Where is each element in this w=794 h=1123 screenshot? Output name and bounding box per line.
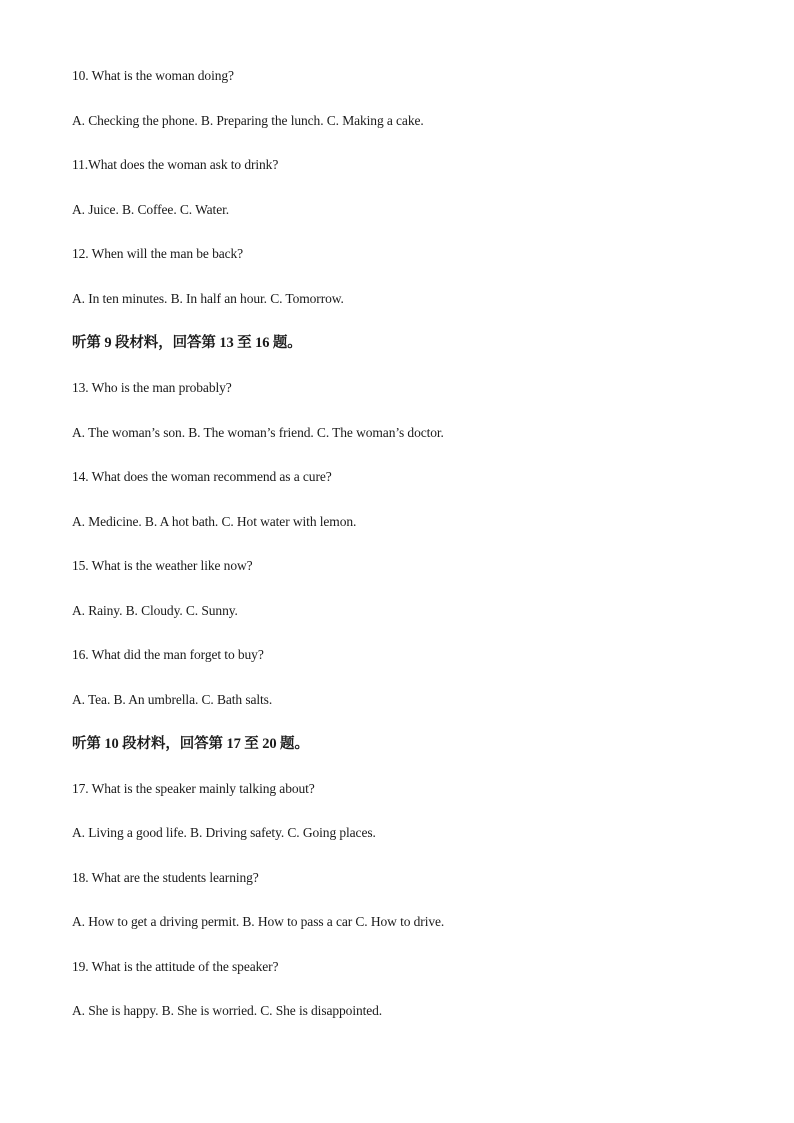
options-15: A. Rainy. B. Cloudy. C. Sunny. — [72, 603, 238, 618]
question-14: 14. What does the woman recommend as a cure? — [72, 469, 332, 484]
section-heading-9: 听第 9 段材料，回答第 13 至 16 题。 — [72, 335, 302, 351]
options-19: A. She is happy. B. She is worried. C. She is disappointed. — [72, 1003, 383, 1018]
question-17: 17. What is the speaker mainly talking about? — [72, 781, 315, 796]
question-11: 11.What does the woman ask to drink? — [72, 157, 279, 172]
options-17: A. Living a good life. B. Driving safety. C. Going places. — [72, 825, 376, 840]
question-10: 10. What is the woman doing? — [72, 68, 234, 83]
question-12: 12. When will the man be back? — [72, 246, 244, 261]
question-15: 15. What is the weather like now? — [72, 558, 253, 573]
options-14: A. Medicine. B. A hot bath. C. Hot water with lemon. — [72, 514, 357, 529]
question-13: 13. Who is the man probably? — [72, 380, 232, 395]
section-heading-10: 听第 10 段材料，回答第 17 至 20 题。 — [72, 736, 309, 752]
options-11: A. Juice. B. Coffee. C. Water. — [72, 202, 230, 217]
options-16: A. Tea. B. An umbrella. C. Bath salts. — [72, 692, 273, 707]
question-18: 18. What are the students learning? — [72, 870, 259, 885]
options-18: A. How to get a driving permit. B. How to pass a car C. How to drive. — [72, 914, 445, 929]
options-12: A. In ten minutes. B. In half an hour. C. Tomorrow. — [72, 291, 344, 306]
options-13: A. The woman’s son. B. The woman’s friend. C. The woman’s doctor. — [72, 425, 444, 440]
question-16: 16. What did the man forget to buy? — [72, 647, 264, 662]
question-19: 19. What is the attitude of the speaker? — [72, 959, 279, 974]
options-10: A. Checking the phone. B. Preparing the lunch. C. Making a cake. — [72, 113, 424, 128]
